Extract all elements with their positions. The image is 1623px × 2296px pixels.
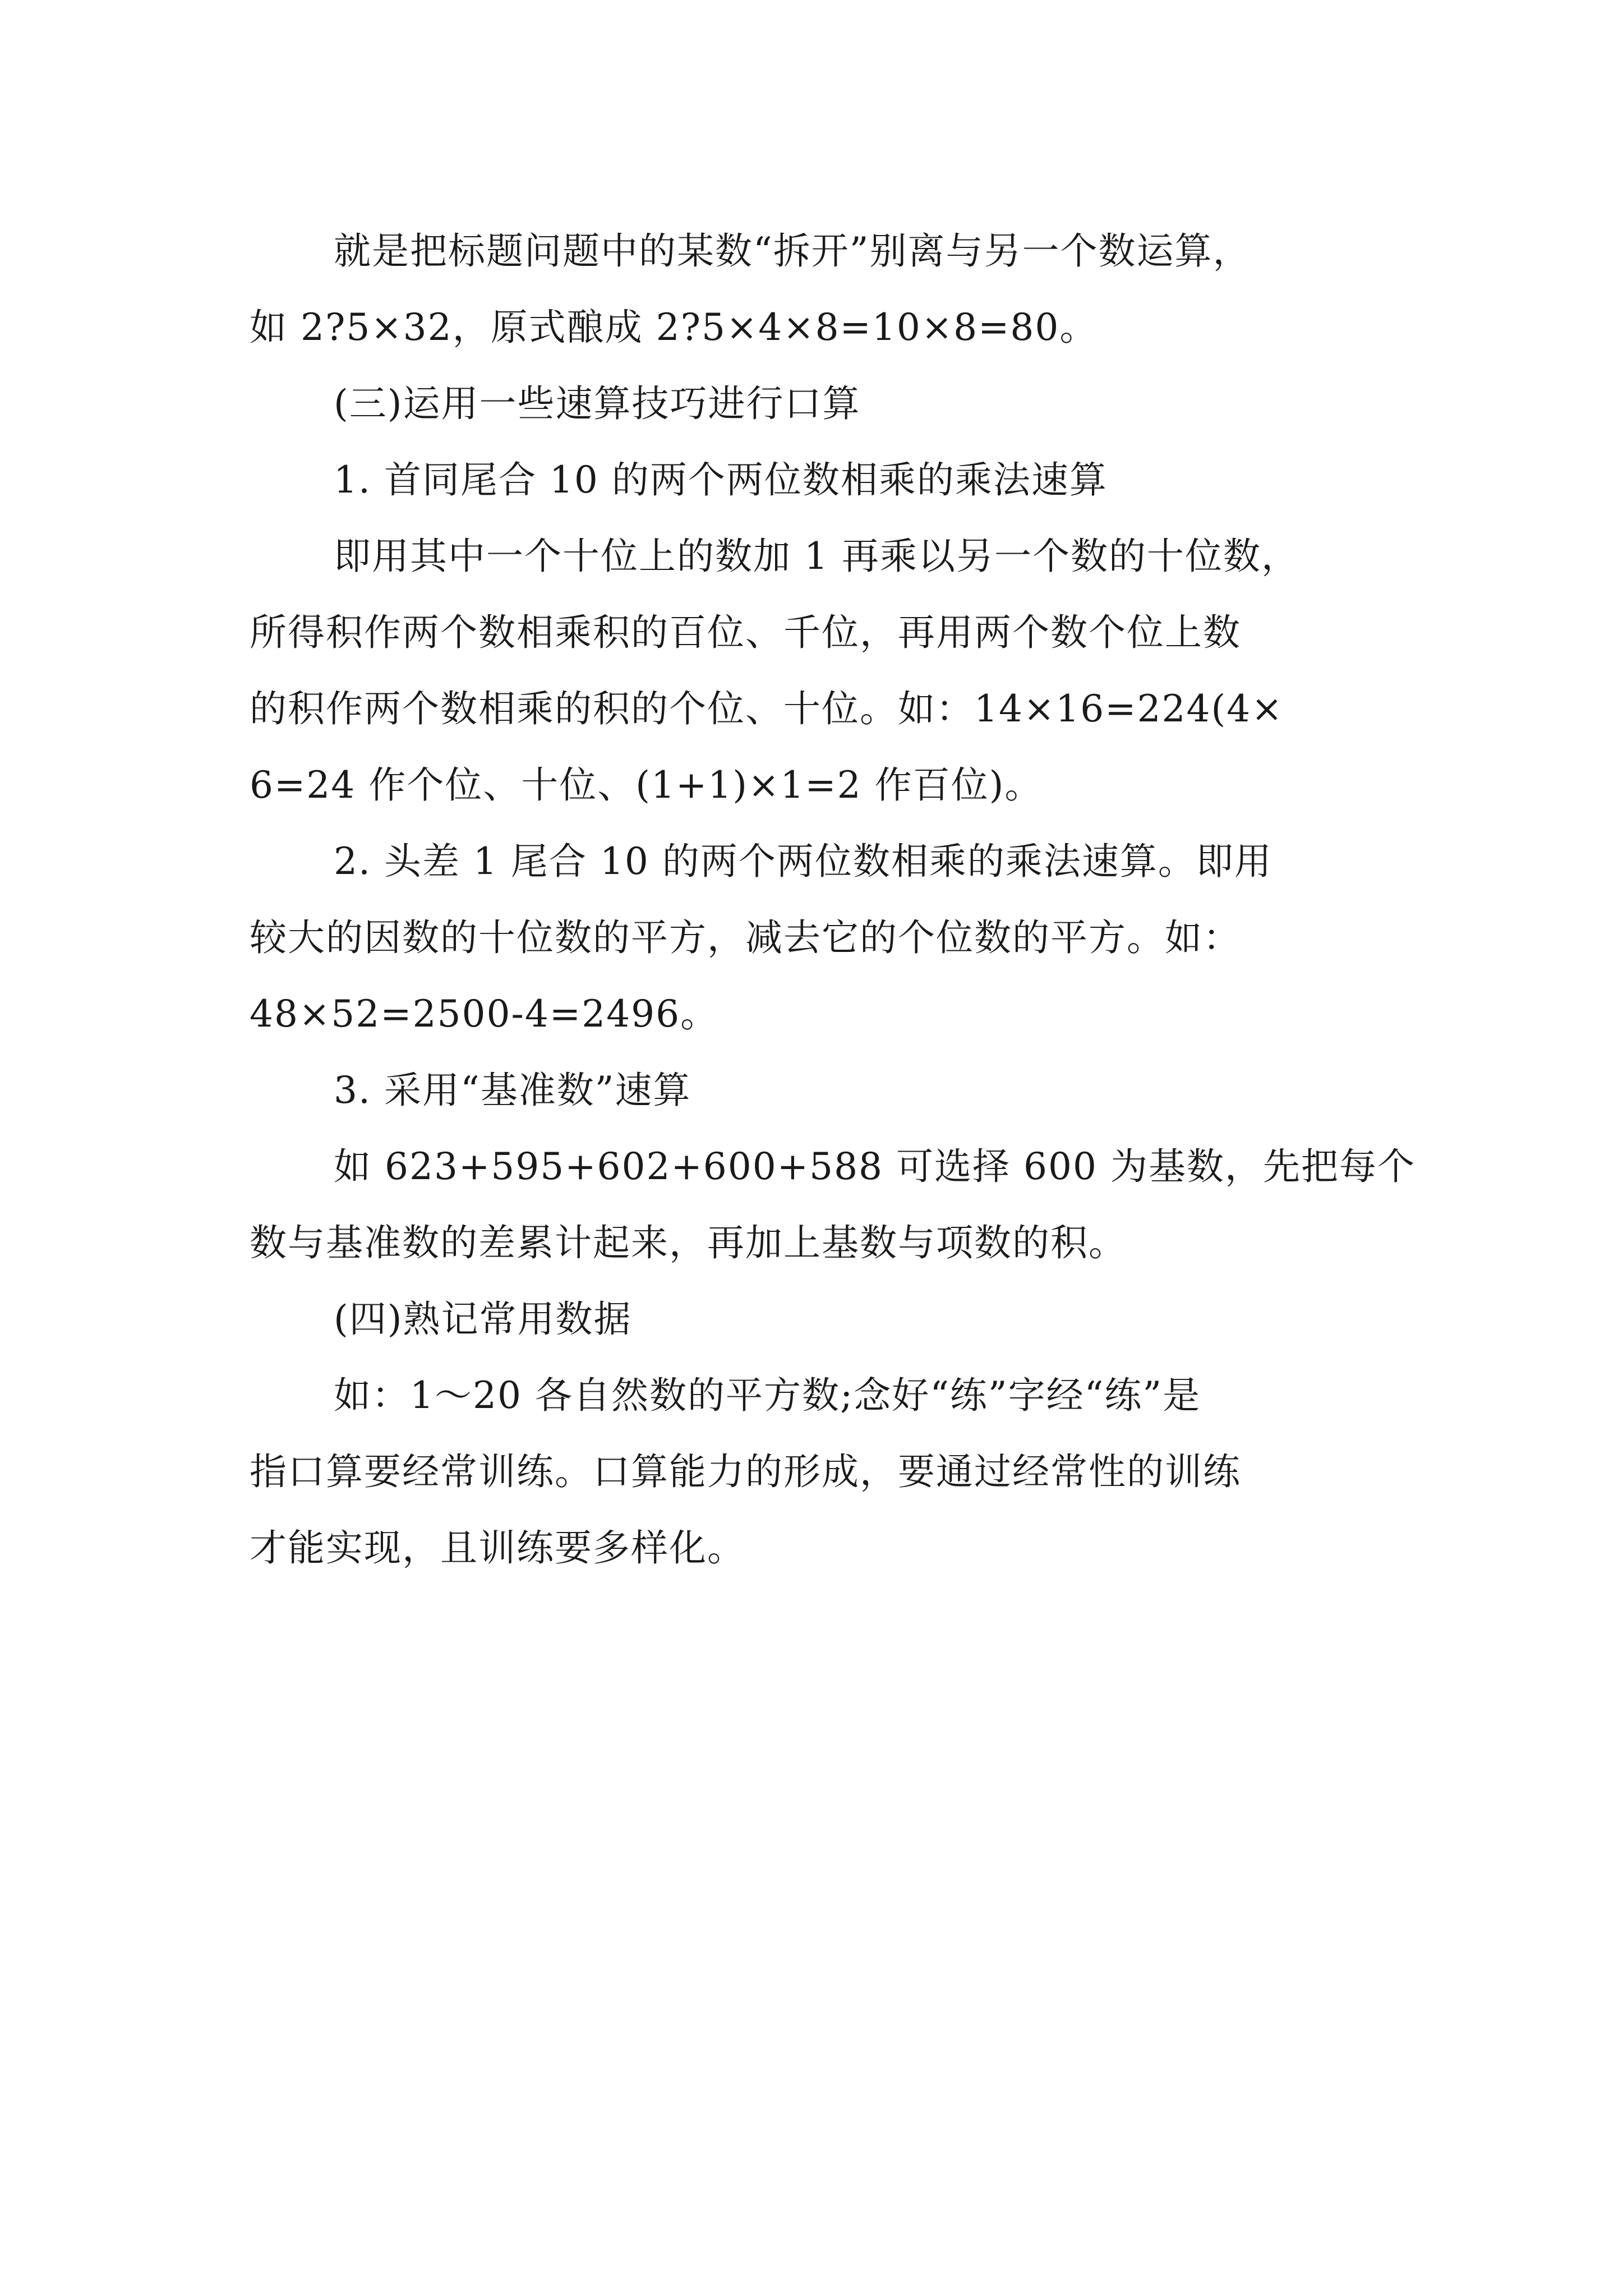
document-body bbox=[250, 213, 1415, 1586]
text-line-14: 数与基准数的差累计起来，再加上基数与项数的积。 bbox=[250, 1221, 1127, 1264]
text-line-10: 较大的因数的十位数的平方，减去它的个位数的平方。如： bbox=[250, 916, 1241, 959]
text-line-13: 如 623+595+602+600+588 可选择 600 为基数，先把每个 bbox=[334, 1145, 1415, 1188]
text-line-18: 才能实现，且训练要多样化。 bbox=[250, 1526, 745, 1570]
text-line-8: 6=24 作个位、十位、(1+1)×1=2 作百位)。 bbox=[250, 763, 1043, 807]
section-heading-3: (三)运用一些速算技巧进行口算 bbox=[334, 382, 861, 425]
text-line-17: 指口算要经常训练。口算能力的形成，要通过经常性的训练 bbox=[250, 1450, 1241, 1493]
text-line-16: 如：1～20 各自然数的平方数;念好“练”字经“练”是 bbox=[334, 1374, 1201, 1417]
text-line-7: 的积作两个数相乘的积的个位、十位。如：14×16=224(4× bbox=[250, 687, 1284, 730]
text-line-6: 所得积作两个数相乘积的百位、千位，再用两个数个位上数 bbox=[250, 611, 1241, 654]
list-item-heading-2: 2. 头差 1 尾合 10 的两个两位数相乘的乘法速算。即用 bbox=[334, 840, 1272, 883]
list-item-heading-1: 1. 首同尾合 10 的两个两位数相乘的乘法速算 bbox=[334, 458, 1108, 501]
text-line-5: 即用其中一个十位上的数加 1 再乘以另一个数的十位数， bbox=[334, 535, 1299, 578]
text-line-11: 48×52=2500-4=2496。 bbox=[250, 992, 719, 1036]
section-heading-4: (四)熟记常用数据 bbox=[334, 1297, 632, 1341]
text-line-2: 如 2?5×32，原式酿成 2?5×4×8=10×8=80。 bbox=[250, 306, 1098, 349]
text-line-1: 就是把标题问题中的某数“拆开”别离与另一个数运算， bbox=[334, 229, 1251, 273]
list-item-heading-3: 3. 采用“基准数”速算 bbox=[334, 1069, 691, 1112]
